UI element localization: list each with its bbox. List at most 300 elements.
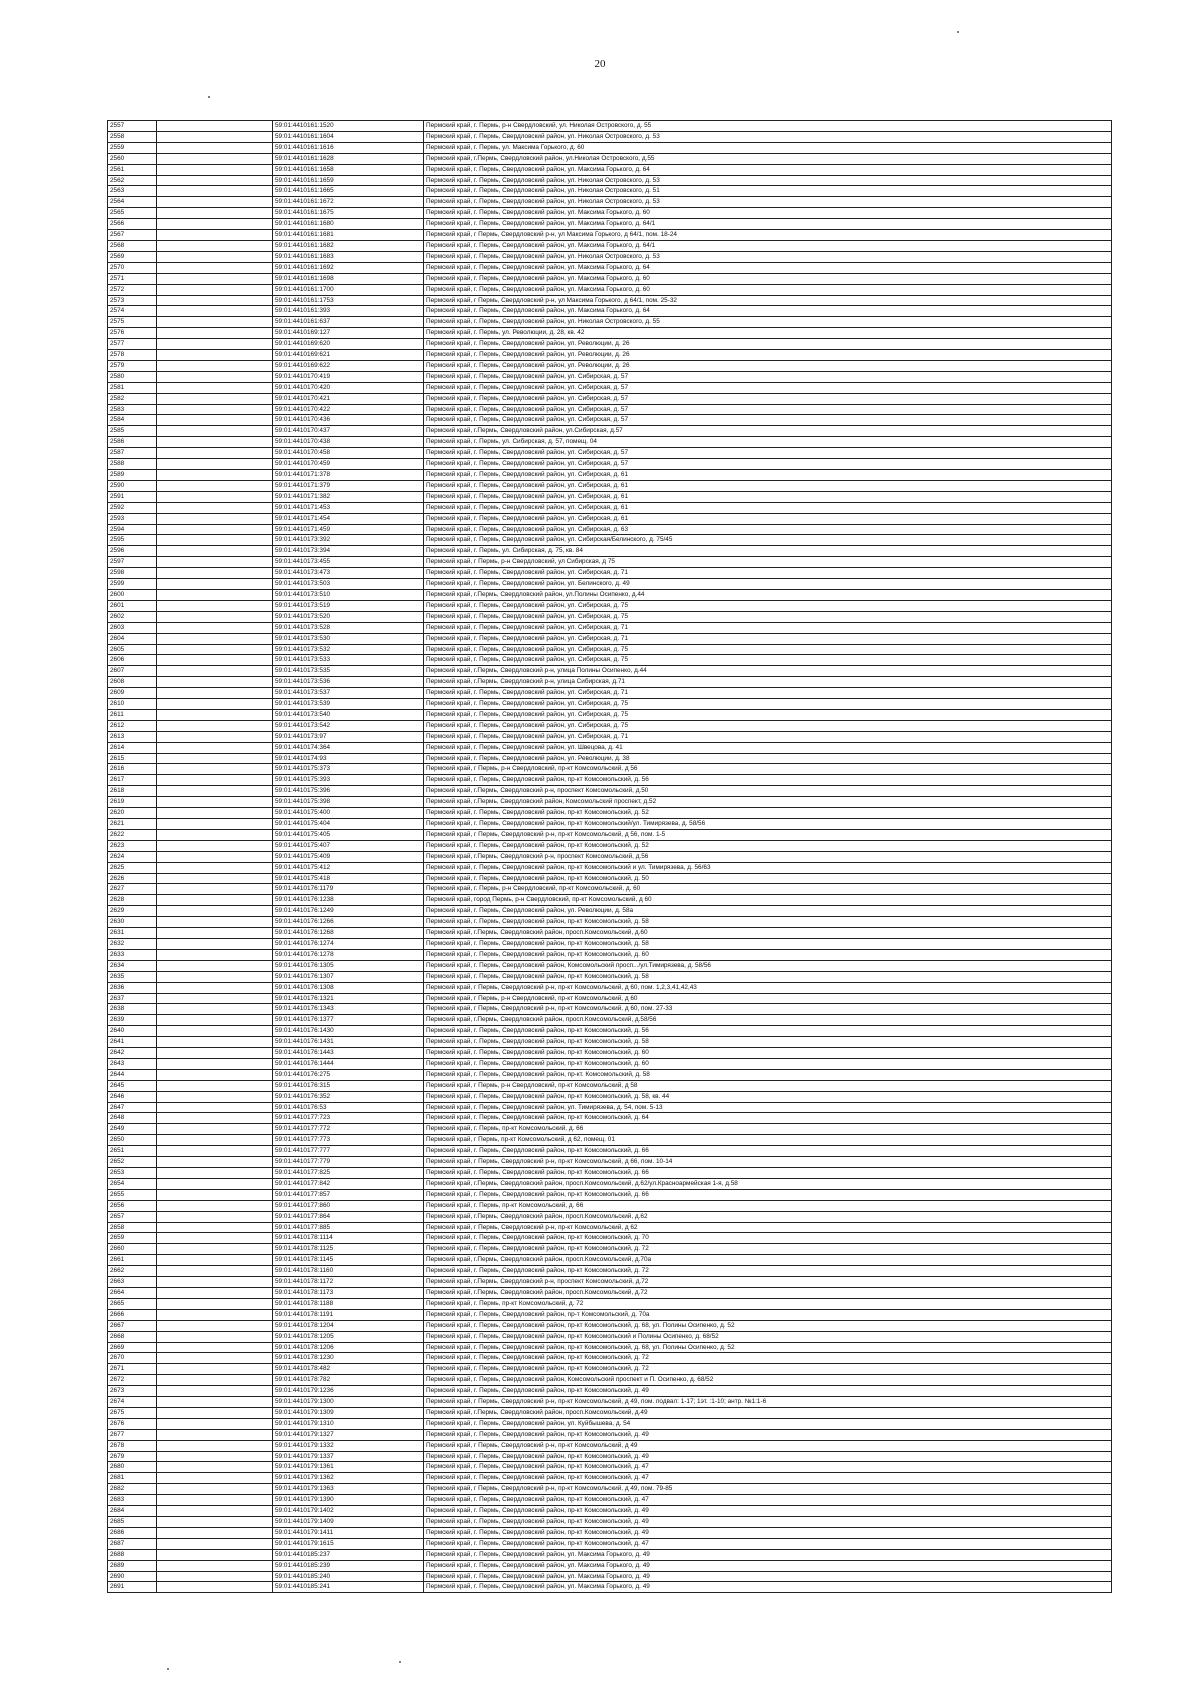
address-cell: Пермский край, г. Пермь, Свердловский район, ул. Сибирская, д. 61 xyxy=(424,513,1112,524)
row-number-cell: 2578 xyxy=(108,350,157,361)
address-cell: Пермский край, г. Пермь, Свердловский район, ул. Сибирская, д. 71 xyxy=(424,633,1112,644)
address-cell: Пермский край, г. Пермь, Свердловский район, пр-кт Комсомольский, д. 72 xyxy=(424,1244,1112,1255)
scan-speck xyxy=(399,1661,401,1663)
row-number-cell: 2686 xyxy=(108,1527,157,1538)
empty-cell xyxy=(157,611,273,622)
table-row xyxy=(108,720,1112,731)
table-row xyxy=(108,1244,1112,1255)
address-cell: Пермский край, г. Пермь, Свердловский район, ул. Сибирская, д. 75 xyxy=(424,644,1112,655)
cadastral-number-cell: 59:01:4410161:1700 xyxy=(273,284,424,295)
cadastral-number-cell: 59:01:4410177:779 xyxy=(273,1157,424,1168)
address-cell: Пермский край, г. Пермь, Свердловский район, пр-кт Комсомольский, д. 49 xyxy=(424,1517,1112,1528)
table-row xyxy=(108,699,1112,710)
empty-cell xyxy=(157,666,273,677)
table-row xyxy=(108,1157,1112,1168)
cadastral-number-cell: 59:01:4410175:396 xyxy=(273,786,424,797)
row-number-cell: 2654 xyxy=(108,1178,157,1189)
table-row xyxy=(108,1026,1112,1037)
empty-cell xyxy=(157,546,273,557)
cadastral-number-cell: 59:01:4410173:539 xyxy=(273,699,424,710)
empty-cell xyxy=(157,415,273,426)
row-number-cell: 2643 xyxy=(108,1058,157,1069)
row-number-cell: 2658 xyxy=(108,1222,157,1233)
empty-cell xyxy=(157,360,273,371)
cadastral-number-cell: 59:01:4410161:1683 xyxy=(273,251,424,262)
empty-cell xyxy=(157,1320,273,1331)
address-cell: Пермский край, г. Пермь, Свердловский район, ул. Куйбышева, д. 54 xyxy=(424,1418,1112,1429)
cadastral-number-cell: 59:01:4410173:394 xyxy=(273,546,424,557)
empty-cell xyxy=(157,873,273,884)
table-row xyxy=(108,1582,1112,1593)
address-cell: Пермский край, г. Пермь, Свердловский район, пр-кт Комсомольский, д. 49 xyxy=(424,1429,1112,1440)
cadastral-number-cell: 59:01:4410179:1411 xyxy=(273,1527,424,1538)
address-cell: Пермский край, г. Пермь, Свердловский район, ул. Сибирская, д. 63 xyxy=(424,524,1112,535)
empty-cell xyxy=(157,1473,273,1484)
empty-cell xyxy=(157,1102,273,1113)
address-cell: Пермский край, г Пермь, р-н Свердловский, ул Сибирская, д 75 xyxy=(424,557,1112,568)
empty-cell xyxy=(157,753,273,764)
cadastral-number-cell: 59:01:4410175:393 xyxy=(273,775,424,786)
cadastral-number-cell: 59:01:4410161:1681 xyxy=(273,230,424,241)
cadastral-number-cell: 59:01:4410179:1361 xyxy=(273,1462,424,1473)
table-row xyxy=(108,393,1112,404)
address-cell: Пермский край, г Пермь, Свердловский р-н, пр-кт Комсомольский, д 49, пом. подвал: 1-17; 1эт. :1-10; антр. №1:1-6 xyxy=(424,1397,1112,1408)
cadastral-number-cell: 59:01:4410179:1402 xyxy=(273,1506,424,1517)
address-cell: Пермский край, г. Пермь, Свердловский район, ул. Максима Горького, д. 49 xyxy=(424,1560,1112,1571)
cadastral-number-cell: 59:01:4410178:1173 xyxy=(273,1287,424,1298)
empty-cell xyxy=(157,535,273,546)
address-cell: Пермский край, г.Пермь, Свердловский район, ул.Сибирская, д.57 xyxy=(424,426,1112,437)
table-row xyxy=(108,1178,1112,1189)
scan-speck xyxy=(208,96,210,98)
row-number-cell: 2675 xyxy=(108,1407,157,1418)
cadastral-number-cell: 59:01:4410175:418 xyxy=(273,873,424,884)
address-cell: Пермский край, г. Пермь, Свердловский район, пр-кт Комсомольский, д. 47 xyxy=(424,1538,1112,1549)
address-cell: Пермский край, г. Пермь, Свердловский район, пр-кт Комсомольский, д. 60 xyxy=(424,1048,1112,1059)
row-number-cell: 2663 xyxy=(108,1277,157,1288)
row-number-cell: 2647 xyxy=(108,1102,157,1113)
table-row xyxy=(108,1298,1112,1309)
address-cell: Пермский край, г. Пермь, Свердловский район, пр-кт Комсомольский, д. 49 xyxy=(424,1451,1112,1462)
empty-cell xyxy=(157,262,273,273)
empty-cell xyxy=(157,928,273,939)
address-cell: Пермский край, г. Пермь, Свердловский район, ул. Сибирская, д. 61 xyxy=(424,480,1112,491)
table-row xyxy=(108,1146,1112,1157)
empty-cell xyxy=(157,1069,273,1080)
address-cell: Пермский край, г. Пермь, ул. Максима Горького, д. 60 xyxy=(424,142,1112,153)
address-cell: Пермский край, г. Пермь, ул. Сибирская, д. 75, кв. 84 xyxy=(424,546,1112,557)
address-cell: Пермский край, г. Пермь, р-н Свердловский, пр-кт Комсомольский, д. 60 xyxy=(424,884,1112,895)
empty-cell xyxy=(157,557,273,568)
table-row xyxy=(108,928,1112,939)
address-cell: Пермский край, г. Пермь, Свердловский район, пр-кт Комсомольский, д. 72 xyxy=(424,1353,1112,1364)
cadastral-number-cell: 59:01:4410173:520 xyxy=(273,611,424,622)
table-row xyxy=(108,1364,1112,1375)
row-number-cell: 2628 xyxy=(108,895,157,906)
row-number-cell: 2562 xyxy=(108,175,157,186)
table-row xyxy=(108,600,1112,611)
address-cell: Пермский край, г. Пермь, Свердловский район, пр-кт Комсомольский, д. 47 xyxy=(424,1473,1112,1484)
address-cell: Пермский край, г. Пермь, Свердловский район, ул. Максима Горького, д. 49 xyxy=(424,1549,1112,1560)
empty-cell xyxy=(157,917,273,928)
cadastral-number-cell: 59:01:4410178:1125 xyxy=(273,1244,424,1255)
registry-table xyxy=(107,120,1112,1593)
empty-cell xyxy=(157,1440,273,1451)
cadastral-number-cell: 59:01:4410161:1604 xyxy=(273,131,424,142)
empty-cell xyxy=(157,502,273,513)
table-row xyxy=(108,1386,1112,1397)
row-number-cell: 2613 xyxy=(108,731,157,742)
empty-cell xyxy=(157,339,273,350)
cadastral-number-cell: 59:01:4410169:621 xyxy=(273,350,424,361)
row-number-cell: 2672 xyxy=(108,1375,157,1386)
address-cell: Пермский край, г. Пермь, Свердловский район, ул. Максима Горького, д. 64 xyxy=(424,164,1112,175)
empty-cell xyxy=(157,884,273,895)
table-row xyxy=(108,655,1112,666)
table-row xyxy=(108,1135,1112,1146)
empty-cell xyxy=(157,764,273,775)
address-cell: Пермский край, г.Пермь, Свердловский район, просп.Комсомольский, д.49 xyxy=(424,1407,1112,1418)
address-cell: Пермский край, г. Пермь, Свердловский район, ул. Сибирская, д. 71 xyxy=(424,688,1112,699)
row-number-cell: 2621 xyxy=(108,819,157,830)
empty-cell xyxy=(157,1091,273,1102)
empty-cell xyxy=(157,797,273,808)
empty-cell xyxy=(157,1309,273,1320)
cadastral-number-cell: 59:01:4410177:857 xyxy=(273,1189,424,1200)
row-number-cell: 2581 xyxy=(108,382,157,393)
address-cell: Пермский край, г Пермь, Свердловский р-н, пр-кт Комсомольский, д 56, пом. 1-5 xyxy=(424,829,1112,840)
address-cell: Пермский край, г. Пермь, Свердловский район, пр-кт. Комсомольский, д. 58 xyxy=(424,1069,1112,1080)
table-row xyxy=(108,1353,1112,1364)
row-number-cell: 2676 xyxy=(108,1418,157,1429)
cadastral-number-cell: 59:01:4410174:364 xyxy=(273,742,424,753)
table-row xyxy=(108,1484,1112,1495)
row-number-cell: 2615 xyxy=(108,753,157,764)
address-cell: Пермский край, г. Пермь, Свердловский район, Комсомольский просп.../ул.Тимирязева, д. 58/56 xyxy=(424,960,1112,971)
row-number-cell: 2636 xyxy=(108,982,157,993)
address-cell: Пермский край, г. Пермь, Свердловский район, ул. Максима Горького, д. 60 xyxy=(424,273,1112,284)
cadastral-number-cell: 59:01:4410177:885 xyxy=(273,1222,424,1233)
table-row xyxy=(108,350,1112,361)
address-cell: Пермский край, г Пермь, пр-кт Комсомольский, д 62, помещ. 01 xyxy=(424,1135,1112,1146)
address-cell: Пермский край, г. Пермь, Свердловский район, ул. Николая Островского, д. 51 xyxy=(424,186,1112,197)
address-cell: Пермский край, г. Пермь, пр-кт Комсомольский, д. 66 xyxy=(424,1124,1112,1135)
table-row xyxy=(108,448,1112,459)
row-number-cell: 2592 xyxy=(108,502,157,513)
table-row xyxy=(108,840,1112,851)
registry-table-container xyxy=(107,120,1109,1593)
row-number-cell: 2678 xyxy=(108,1440,157,1451)
table-row xyxy=(108,121,1112,132)
address-cell: Пермский край, г. Пермь, р-н Свердловский, ул. Николая Островского, д. 55 xyxy=(424,121,1112,132)
table-row xyxy=(108,851,1112,862)
empty-cell xyxy=(157,1189,273,1200)
cadastral-number-cell: 59:01:4410161:1680 xyxy=(273,219,424,230)
cadastral-number-cell: 59:01:4410161:1659 xyxy=(273,175,424,186)
empty-cell xyxy=(157,121,273,132)
table-row xyxy=(108,1331,1112,1342)
address-cell: Пермский край, г Пермь, Свердловский р-н, пр-кт Комсомольский, д 49 xyxy=(424,1440,1112,1451)
row-number-cell: 2624 xyxy=(108,851,157,862)
row-number-cell: 2560 xyxy=(108,153,157,164)
cadastral-number-cell: 59:01:4410176:1268 xyxy=(273,928,424,939)
address-cell: Пермский край, г. Пермь, Свердловский район, ул. Сибирская/Белинского, д. 75/45 xyxy=(424,535,1112,546)
empty-cell xyxy=(157,1462,273,1473)
empty-cell xyxy=(157,1484,273,1495)
table-row xyxy=(108,197,1112,208)
cadastral-number-cell: 59:01:4410174:93 xyxy=(273,753,424,764)
table-row xyxy=(108,251,1112,262)
empty-cell xyxy=(157,317,273,328)
empty-cell xyxy=(157,862,273,873)
table-row xyxy=(108,142,1112,153)
row-number-cell: 2627 xyxy=(108,884,157,895)
row-number-cell: 2626 xyxy=(108,873,157,884)
cadastral-number-cell: 59:01:4410176:1343 xyxy=(273,1004,424,1015)
table-row xyxy=(108,1407,1112,1418)
table-row xyxy=(108,1495,1112,1506)
table-row xyxy=(108,513,1112,524)
empty-cell xyxy=(157,219,273,230)
table-row xyxy=(108,186,1112,197)
cadastral-number-cell: 59:01:4410161:393 xyxy=(273,306,424,317)
address-cell: Пермский край, г. Пермь, Свердловский район, ул. Сибирская, д. 71 xyxy=(424,622,1112,633)
table-row xyxy=(108,677,1112,688)
table-row xyxy=(108,1069,1112,1080)
row-number-cell: 2565 xyxy=(108,208,157,219)
address-cell: Пермский край, г. Пермь, Свердловский район, пр-кт Комсомольский, д. 58 xyxy=(424,1037,1112,1048)
address-cell: Пермский край, г. Пермь, Свердловский район, ул. Сибирская, д. 75 xyxy=(424,699,1112,710)
table-row xyxy=(108,339,1112,350)
table-row xyxy=(108,1560,1112,1571)
cadastral-number-cell: 59:01:4410175:373 xyxy=(273,764,424,775)
cadastral-number-cell: 59:01:4410185:237 xyxy=(273,1549,424,1560)
cadastral-number-cell: 59:01:4410176:1266 xyxy=(273,917,424,928)
empty-cell xyxy=(157,1113,273,1124)
table-row xyxy=(108,742,1112,753)
table-row xyxy=(108,1538,1112,1549)
address-cell: Пермский край, г Пермь, Свердловский р-н, пр-кт Комсомольский, д 62 xyxy=(424,1222,1112,1233)
row-number-cell: 2684 xyxy=(108,1506,157,1517)
row-number-cell: 2642 xyxy=(108,1048,157,1059)
row-number-cell: 2644 xyxy=(108,1069,157,1080)
row-number-cell: 2591 xyxy=(108,491,157,502)
empty-cell xyxy=(157,688,273,699)
empty-cell xyxy=(157,480,273,491)
empty-cell xyxy=(157,1298,273,1309)
table-row xyxy=(108,971,1112,982)
row-number-cell: 2645 xyxy=(108,1080,157,1091)
cadastral-number-cell: 59:01:4410178:1230 xyxy=(273,1353,424,1364)
row-number-cell: 2616 xyxy=(108,764,157,775)
address-cell: Пермский край, город Пермь, р-н Свердловский, пр-кт Комсомольский, д 60 xyxy=(424,895,1112,906)
cadastral-number-cell: 59:01:4410171:379 xyxy=(273,480,424,491)
row-number-cell: 2602 xyxy=(108,611,157,622)
row-number-cell: 2640 xyxy=(108,1026,157,1037)
row-number-cell: 2661 xyxy=(108,1255,157,1266)
cadastral-number-cell: 59:01:4410178:782 xyxy=(273,1375,424,1386)
row-number-cell: 2589 xyxy=(108,470,157,481)
row-number-cell: 2599 xyxy=(108,579,157,590)
row-number-cell: 2670 xyxy=(108,1353,157,1364)
table-row xyxy=(108,1277,1112,1288)
row-number-cell: 2687 xyxy=(108,1538,157,1549)
empty-cell xyxy=(157,579,273,590)
cadastral-number-cell: 59:01:4410177:773 xyxy=(273,1135,424,1146)
cadastral-number-cell: 59:01:4410185:241 xyxy=(273,1582,424,1593)
row-number-cell: 2605 xyxy=(108,644,157,655)
empty-cell xyxy=(157,709,273,720)
cadastral-number-cell: 59:01:4410178:1114 xyxy=(273,1233,424,1244)
address-cell: Пермский край, г.Пермь, Свердловский район, просп.Комсомольский, д.60 xyxy=(424,928,1112,939)
empty-cell xyxy=(157,1277,273,1288)
table-row xyxy=(108,1517,1112,1528)
empty-cell xyxy=(157,524,273,535)
table-row xyxy=(108,1473,1112,1484)
table-row xyxy=(108,1124,1112,1135)
cadastral-number-cell: 59:01:4410178:482 xyxy=(273,1364,424,1375)
row-number-cell: 2557 xyxy=(108,121,157,132)
cadastral-number-cell: 59:01:4410179:1615 xyxy=(273,1538,424,1549)
empty-cell xyxy=(157,273,273,284)
table-row xyxy=(108,240,1112,251)
empty-cell xyxy=(157,589,273,600)
address-cell: Пермский край, г.Пермь, Свердловский р-н, проспект Комсомольский, д.56 xyxy=(424,851,1112,862)
address-cell: Пермский край, г. Пермь, Свердловский район, пр-кт Комсомольский, д. 66 xyxy=(424,1168,1112,1179)
table-row xyxy=(108,371,1112,382)
address-cell: Пермский край, г. Пермь, Свердловский район, ул. Сибирская, д. 75 xyxy=(424,600,1112,611)
address-cell: Пермский край, г. Пермь, Свердловский район, ул. Сибирская, д. 57 xyxy=(424,382,1112,393)
table-row xyxy=(108,1102,1112,1113)
cadastral-number-cell: 59:01:4410173:473 xyxy=(273,568,424,579)
cadastral-number-cell: 59:01:4410175:407 xyxy=(273,840,424,851)
row-number-cell: 2689 xyxy=(108,1560,157,1571)
address-cell: Пермский край, г. Пермь, Свердловский район, пр-кт Комсомольский, д. 58, кв. 44 xyxy=(424,1091,1112,1102)
cadastral-number-cell: 59:01:4410173:530 xyxy=(273,633,424,644)
table-row xyxy=(108,1113,1112,1124)
address-cell: Пермский край, г. Пермь, Свердловский район, ул. Максима Горького, д. 60 xyxy=(424,208,1112,219)
cadastral-number-cell: 59:01:4410161:1692 xyxy=(273,262,424,273)
table-row xyxy=(108,502,1112,513)
address-cell: Пермский край, г. Пермь, Свердловский район, пр-кт Комсомольский, д. 49 xyxy=(424,1506,1112,1517)
empty-cell xyxy=(157,1004,273,1015)
address-cell: Пермский край, г. Пермь, Свердловский район, пр-кт Комсомольский, д. 64 xyxy=(424,1113,1112,1124)
empty-cell xyxy=(157,699,273,710)
empty-cell xyxy=(157,1375,273,1386)
empty-cell xyxy=(157,295,273,306)
empty-cell xyxy=(157,786,273,797)
empty-cell xyxy=(157,404,273,415)
cadastral-number-cell: 59:01:4410171:382 xyxy=(273,491,424,502)
address-cell: Пермский край, г. Пермь, Свердловский район, пр-кт Комсомольский, д. 47 xyxy=(424,1462,1112,1473)
address-cell: Пермский край, г.Пермь, Свердловский район, просп.Комсомольский, д.62 xyxy=(424,1211,1112,1222)
empty-cell xyxy=(157,1538,273,1549)
row-number-cell: 2666 xyxy=(108,1309,157,1320)
table-row xyxy=(108,175,1112,186)
cadastral-number-cell: 59:01:4410161:1682 xyxy=(273,240,424,251)
cadastral-number-cell: 59:01:4410176:1179 xyxy=(273,884,424,895)
row-number-cell: 2580 xyxy=(108,371,157,382)
table-row xyxy=(108,579,1112,590)
cadastral-number-cell: 59:01:4410175:400 xyxy=(273,808,424,819)
row-number-cell: 2603 xyxy=(108,622,157,633)
address-cell: Пермский край, г. Пермь, Свердловский район, пр-кт Комсомольский, д. 50 xyxy=(424,873,1112,884)
table-row xyxy=(108,459,1112,470)
table-row xyxy=(108,949,1112,960)
cadastral-number-cell: 59:01:4410176:1274 xyxy=(273,938,424,949)
cadastral-number-cell: 59:01:4410175:405 xyxy=(273,829,424,840)
address-cell: Пермский край, г. Пермь, Свердловский район, пр-т Комсомольский, д. 70а xyxy=(424,1309,1112,1320)
cadastral-number-cell: 59:01:4410169:620 xyxy=(273,339,424,350)
empty-cell xyxy=(157,808,273,819)
empty-cell xyxy=(157,1506,273,1517)
table-row xyxy=(108,644,1112,655)
empty-cell xyxy=(157,1080,273,1091)
address-cell: Пермский край, г. Пермь, Свердловский район, пр-кт Комсомольский, д. 49 xyxy=(424,1527,1112,1538)
cadastral-number-cell: 59:01:4410173:528 xyxy=(273,622,424,633)
empty-cell xyxy=(157,938,273,949)
cadastral-number-cell: 59:01:4410169:127 xyxy=(273,328,424,339)
empty-cell xyxy=(157,164,273,175)
table-row xyxy=(108,568,1112,579)
row-number-cell: 2575 xyxy=(108,317,157,328)
empty-cell xyxy=(157,448,273,459)
cadastral-number-cell: 59:01:4410170:436 xyxy=(273,415,424,426)
cadastral-number-cell: 59:01:4410161:1672 xyxy=(273,197,424,208)
empty-cell xyxy=(157,230,273,241)
table-row xyxy=(108,808,1112,819)
row-number-cell: 2673 xyxy=(108,1386,157,1397)
address-cell: Пермский край, г. Пермь, Свердловский район, ул. Николая Островского, д. 53 xyxy=(424,251,1112,262)
table-row xyxy=(108,470,1112,481)
table-row xyxy=(108,895,1112,906)
table-row xyxy=(108,1233,1112,1244)
empty-cell xyxy=(157,1582,273,1593)
row-number-cell: 2659 xyxy=(108,1233,157,1244)
row-number-cell: 2604 xyxy=(108,633,157,644)
table-row xyxy=(108,906,1112,917)
row-number-cell: 2653 xyxy=(108,1168,157,1179)
address-cell: Пермский край, г. Пермь, Свердловский район, ул. Николая Островского, д. 55 xyxy=(424,317,1112,328)
row-number-cell: 2681 xyxy=(108,1473,157,1484)
row-number-cell: 2564 xyxy=(108,197,157,208)
row-number-cell: 2585 xyxy=(108,426,157,437)
row-number-cell: 2629 xyxy=(108,906,157,917)
empty-cell xyxy=(157,1058,273,1069)
empty-cell xyxy=(157,742,273,753)
address-cell: Пермский край, г Пермь, Свердловский р-н, ул Максима Горького, д 64/1, пом. 18-24 xyxy=(424,230,1112,241)
cadastral-number-cell: 59:01:4410185:240 xyxy=(273,1571,424,1582)
table-row xyxy=(108,153,1112,164)
table-row xyxy=(108,622,1112,633)
address-cell: Пермский край, г. Пермь, Свердловский район, ул. Максима Горького, д. 64 xyxy=(424,262,1112,273)
empty-cell xyxy=(157,186,273,197)
table-row xyxy=(108,295,1112,306)
table-row xyxy=(108,131,1112,142)
empty-cell xyxy=(157,1026,273,1037)
page-number: 20 xyxy=(594,58,606,70)
cadastral-number-cell: 59:01:4410173:455 xyxy=(273,557,424,568)
table-row xyxy=(108,1527,1112,1538)
empty-cell xyxy=(157,470,273,481)
address-cell: Пермский край, г Пермь, р-н Свердловский, пр-кт Комсомольский, д 60 xyxy=(424,993,1112,1004)
cadastral-number-cell: 59:01:4410179:1390 xyxy=(273,1495,424,1506)
table-row xyxy=(108,960,1112,971)
empty-cell xyxy=(157,1037,273,1048)
table-row xyxy=(108,1211,1112,1222)
address-cell: Пермский край, г. Пермь, Свердловский район, пр-кт Комсомольский, д. 58 xyxy=(424,917,1112,928)
table-row xyxy=(108,917,1112,928)
